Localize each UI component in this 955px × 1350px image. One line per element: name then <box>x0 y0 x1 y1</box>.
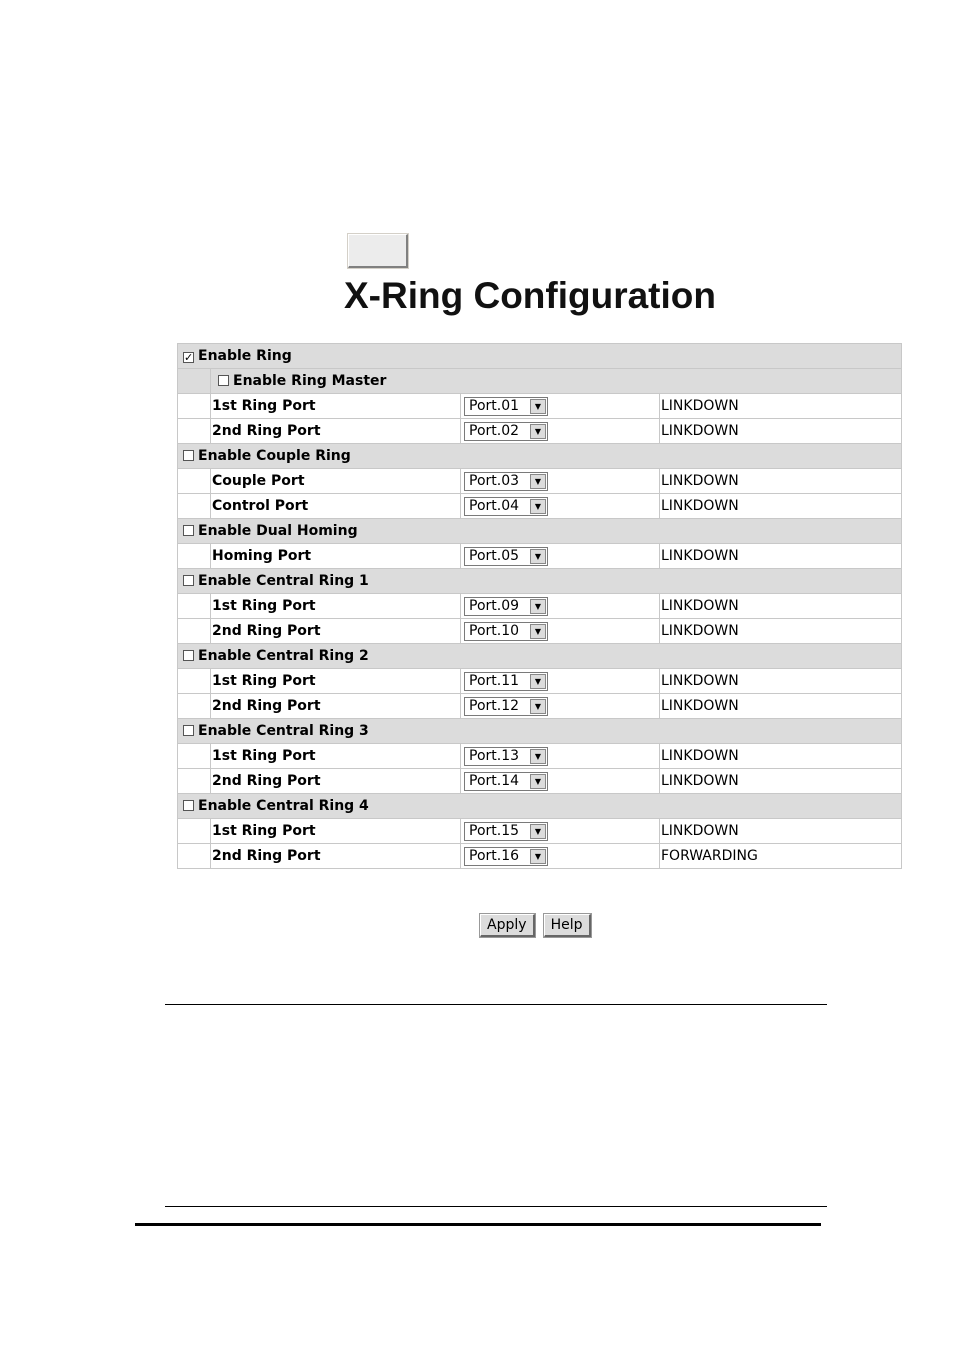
port-select-value: Port.01 <box>469 397 520 414</box>
port-row <box>178 619 902 644</box>
dropdown-arrow-icon[interactable]: ▼ <box>530 399 546 414</box>
port-select[interactable] <box>464 747 548 766</box>
ring-master-label: Enable Ring Master <box>233 373 387 389</box>
section-header-row <box>178 794 902 819</box>
port-status: LINKDOWN <box>660 494 902 519</box>
port-status: LINKDOWN <box>660 619 902 644</box>
port-status: LINKDOWN <box>660 394 902 419</box>
port-row <box>178 669 902 694</box>
port-row <box>178 544 902 569</box>
section-header-row <box>178 719 902 744</box>
port-select-value: Port.14 <box>469 772 520 789</box>
port-row <box>178 394 902 419</box>
section-label: Enable Central Ring 4 <box>198 798 369 814</box>
port-row <box>178 844 902 869</box>
port-label: 1st Ring Port <box>211 669 461 694</box>
port-label: 1st Ring Port <box>211 819 461 844</box>
port-row <box>178 594 902 619</box>
dropdown-arrow-icon[interactable]: ▼ <box>530 549 546 564</box>
section-label: Enable Couple Ring <box>198 448 351 464</box>
dropdown-arrow-icon[interactable]: ▼ <box>530 699 546 714</box>
port-row <box>178 694 902 719</box>
port-select-value: Port.09 <box>469 597 520 614</box>
port-select[interactable] <box>464 622 548 641</box>
dropdown-arrow-icon[interactable]: ▼ <box>530 599 546 614</box>
section-label: Enable Central Ring 2 <box>198 648 369 664</box>
dropdown-arrow-icon[interactable]: ▼ <box>530 774 546 789</box>
port-select[interactable] <box>464 497 548 516</box>
port-status: LINKDOWN <box>660 769 902 794</box>
port-select[interactable] <box>464 547 548 566</box>
port-label: 1st Ring Port <box>211 394 461 419</box>
section-label: Enable Ring <box>198 348 292 364</box>
enable-checkbox[interactable] <box>183 575 194 586</box>
blank-button[interactable] <box>348 234 408 268</box>
apply-button[interactable]: Apply <box>480 914 535 937</box>
port-select-value: Port.02 <box>469 422 520 439</box>
port-select-value: Port.10 <box>469 622 520 639</box>
port-select[interactable] <box>464 422 548 441</box>
port-label: Control Port <box>211 494 461 519</box>
enable-checkbox[interactable] <box>183 800 194 811</box>
port-label: 2nd Ring Port <box>211 619 461 644</box>
port-row <box>178 769 902 794</box>
dropdown-arrow-icon[interactable]: ▼ <box>530 474 546 489</box>
enable-checkbox[interactable] <box>183 725 194 736</box>
port-select-value: Port.03 <box>469 472 520 489</box>
port-select[interactable] <box>464 697 548 716</box>
dropdown-arrow-icon[interactable]: ▼ <box>530 674 546 689</box>
page-title: X-Ring Configuration <box>344 275 716 316</box>
port-status: LINKDOWN <box>660 744 902 769</box>
port-label: Homing Port <box>211 544 461 569</box>
dropdown-arrow-icon[interactable]: ▼ <box>530 499 546 514</box>
port-select-value: Port.11 <box>469 672 520 689</box>
divider-top <box>165 1004 827 1005</box>
port-status: LINKDOWN <box>660 419 902 444</box>
port-label: 2nd Ring Port <box>211 419 461 444</box>
port-select[interactable] <box>464 772 548 791</box>
xring-config-table <box>177 343 902 869</box>
port-label: 1st Ring Port <box>211 744 461 769</box>
section-header-row <box>178 344 902 369</box>
port-label: Couple Port <box>211 469 461 494</box>
button-row <box>480 914 595 937</box>
port-select[interactable] <box>464 822 548 841</box>
section-header-row <box>178 519 902 544</box>
dropdown-arrow-icon[interactable]: ▼ <box>530 824 546 839</box>
dropdown-arrow-icon[interactable]: ▼ <box>530 624 546 639</box>
port-row <box>178 819 902 844</box>
port-select-value: Port.05 <box>469 547 520 564</box>
port-select[interactable] <box>464 397 548 416</box>
port-label: 1st Ring Port <box>211 594 461 619</box>
port-row <box>178 744 902 769</box>
port-select-value: Port.15 <box>469 822 520 839</box>
port-status: LINKDOWN <box>660 819 902 844</box>
port-select-value: Port.12 <box>469 697 520 714</box>
section-header-row <box>178 569 902 594</box>
enable-checkbox[interactable] <box>183 525 194 536</box>
port-status: LINKDOWN <box>660 669 902 694</box>
ring-master-row <box>178 369 902 394</box>
port-status: LINKDOWN <box>660 469 902 494</box>
port-label: 2nd Ring Port <box>211 769 461 794</box>
port-label: 2nd Ring Port <box>211 844 461 869</box>
port-select-value: Port.16 <box>469 847 520 864</box>
ring-master-checkbox[interactable] <box>218 375 229 386</box>
divider-bottom <box>165 1206 827 1207</box>
help-button[interactable]: Help <box>544 914 591 937</box>
footer-rule <box>135 1223 821 1226</box>
dropdown-arrow-icon[interactable]: ▼ <box>530 849 546 864</box>
port-select[interactable] <box>464 472 548 491</box>
enable-checkbox[interactable]: ✓ <box>184 351 194 364</box>
port-select[interactable] <box>464 597 548 616</box>
port-select-value: Port.13 <box>469 747 520 764</box>
port-status: LINKDOWN <box>660 694 902 719</box>
enable-checkbox[interactable] <box>183 650 194 661</box>
port-row <box>178 469 902 494</box>
port-row <box>178 419 902 444</box>
port-status: FORWARDING <box>660 844 902 869</box>
section-label: Enable Central Ring 1 <box>198 573 369 589</box>
port-label: 2nd Ring Port <box>211 694 461 719</box>
section-header-row <box>178 644 902 669</box>
dropdown-arrow-icon[interactable]: ▼ <box>530 749 546 764</box>
port-status: LINKDOWN <box>660 544 902 569</box>
enable-checkbox[interactable] <box>183 450 194 461</box>
section-label: Enable Dual Homing <box>198 523 358 539</box>
section-header-row <box>178 444 902 469</box>
section-label: Enable Central Ring 3 <box>198 723 369 739</box>
port-row <box>178 494 902 519</box>
dropdown-arrow-icon[interactable]: ▼ <box>530 424 546 439</box>
port-select[interactable] <box>464 672 548 691</box>
port-status: LINKDOWN <box>660 594 902 619</box>
port-select[interactable] <box>464 847 548 866</box>
port-select-value: Port.04 <box>469 497 520 514</box>
